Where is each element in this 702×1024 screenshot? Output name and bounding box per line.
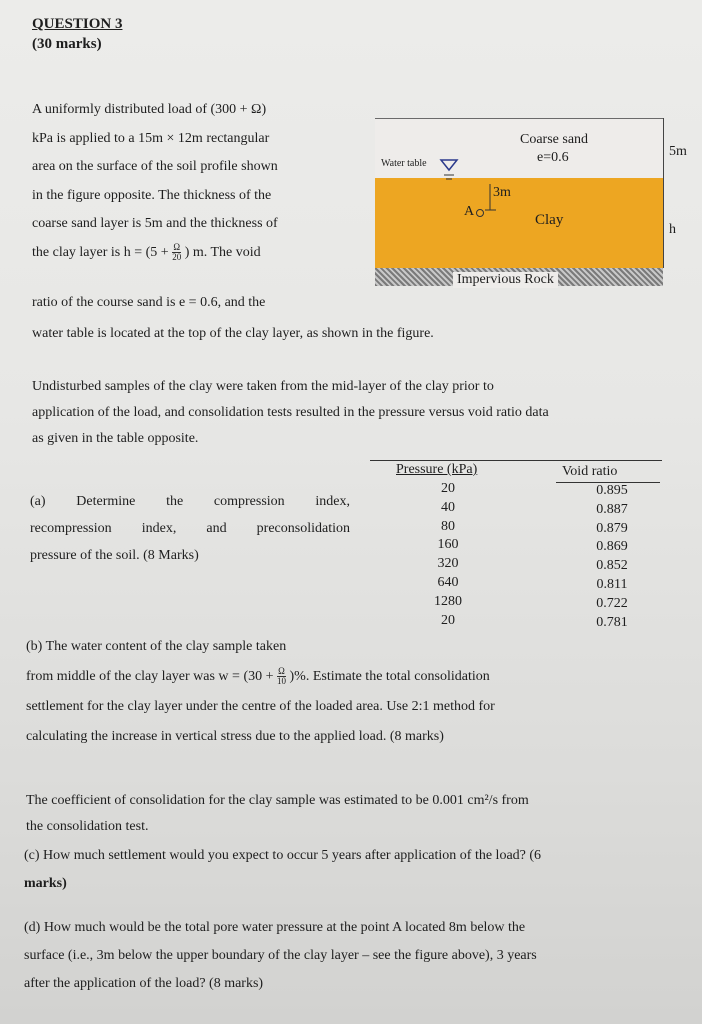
clay-thickness-pre: the clay layer is h = (5 +: [32, 244, 169, 260]
paragraph-line: as given in the table opposite.: [32, 431, 199, 446]
part-a-line: recompression index, and preconsolidation: [30, 521, 350, 536]
point-a-marker: [476, 209, 484, 217]
table-cell-void-ratio: 0.811: [596, 576, 628, 592]
paragraph-line: Undisturbed samples of the clay were taken from the mid-layer of the clay prior to: [32, 379, 494, 394]
point-a-label: A: [464, 204, 475, 219]
pressure-column: [410, 480, 486, 630]
fraction: [172, 243, 181, 262]
depth-3m-label: 3m: [493, 185, 511, 200]
table-cell-pressure: 80: [441, 518, 455, 534]
dimension-line-5m: [663, 118, 664, 178]
clay-thickness-post: ) m. The void: [184, 244, 261, 260]
fraction-denominator: 20: [172, 251, 182, 262]
intro-line: ratio of the course sand is e = 0.6, and the: [32, 295, 266, 310]
part-b: [26, 632, 656, 752]
intro-line: water table is located at the top of the clay layer, as shown in the figure.: [32, 326, 434, 341]
void-ratio-label: e=0.6: [537, 150, 569, 165]
table-cell-void-ratio: 0.869: [596, 539, 628, 555]
dimension-h-label: h: [669, 222, 676, 237]
table-cell-void-ratio: 0.781: [596, 614, 628, 630]
part-c-line: marks): [24, 876, 67, 891]
table-cell-pressure: 160: [437, 537, 459, 553]
consolidation-coefficient-paragraph: [26, 788, 656, 840]
part-a-line: pressure of the soil. (8 Marks): [30, 548, 199, 563]
water-content-pre: from middle of the clay layer was w = (30 +: [26, 669, 274, 684]
dimension-5m-label: 5m: [669, 144, 687, 159]
table-cell-void-ratio: 0.879: [596, 520, 628, 536]
soil-profile-figure: [375, 118, 702, 298]
part-d-line: after the application of the load? (8 marks): [24, 976, 264, 991]
dimension-line-h: [663, 178, 664, 268]
question-title: QUESTION 3: [32, 16, 123, 32]
impervious-rock-label: Impervious Rock: [453, 272, 558, 288]
part-b-line: settlement for the clay layer under the centre of the loaded area. Use 2:1 method for: [26, 699, 495, 714]
intro-line: area on the surface of the soil profile shown: [32, 159, 278, 174]
question-marks: (30 marks): [32, 36, 102, 52]
table-cell-void-ratio: 0.852: [596, 558, 628, 574]
table-header-void-ratio: Void ratio: [562, 464, 618, 479]
intro-paragraph: [32, 96, 372, 267]
intro-line: coarse sand layer is 5m and the thickness of: [32, 216, 278, 231]
table-cell-pressure: 40: [441, 499, 455, 515]
table-cell-pressure: 640: [437, 574, 459, 590]
part-c: [24, 842, 654, 898]
table-cell-void-ratio: 0.887: [596, 501, 628, 517]
water-table-icon: [439, 158, 459, 184]
fraction-numerator: Ω: [173, 241, 181, 252]
intro-line: A uniformly distributed load of (300 + Ω): [32, 102, 267, 117]
void-ratio-column: [574, 482, 650, 632]
part-d-line: (d) How much would be the total pore water pressure at the point A located 8m below the: [24, 920, 526, 935]
part-c-line: (c) How much settlement would you expect to occur 5 years after application of the load? (6: [24, 848, 542, 863]
paragraph-line: the consolidation test.: [26, 819, 149, 834]
water-table-label: Water table: [381, 158, 427, 169]
fraction: [277, 667, 286, 686]
clay-samples-paragraph: [32, 374, 662, 452]
part-b-line: calculating the increase in vertical stress due to the applied load. (8 marks): [26, 729, 444, 744]
intro-line: kPa is applied to a 15m × 12m rectangular: [32, 130, 270, 146]
table-top-rule: [370, 460, 662, 461]
table-header-pressure: Pressure (kPa): [396, 462, 478, 477]
table-cell-pressure: 1280: [434, 593, 462, 609]
table-cell-void-ratio: 0.895: [596, 483, 628, 498]
paragraph-line: The coefficient of consolidation for the clay sample was estimated to be 0.001 cm²/s from: [26, 793, 529, 808]
coarse-sand-label: Coarse sand: [520, 132, 589, 147]
clay-label: Clay: [535, 212, 564, 228]
part-b-line: (b) The water content of the clay sample taken: [26, 639, 287, 654]
coarse-sand-layer: [375, 118, 663, 179]
part-b-line: [26, 662, 656, 692]
fraction-denominator: 10: [277, 676, 286, 687]
part-a: [30, 488, 350, 569]
fraction-numerator: Ω: [278, 666, 285, 677]
water-content-post: )%. Estimate the total consolidation: [289, 669, 490, 684]
paragraph-line: application of the load, and consolidation tests resulted in the pressure versus void ratio data: [32, 405, 549, 420]
table-cell-void-ratio: 0.722: [596, 595, 628, 611]
table-cell-pressure: 320: [437, 556, 459, 572]
part-d-line: surface (i.e., 3m below the upper boundary of the clay layer – see the figure above), 3 years: [24, 948, 537, 963]
part-d: [24, 914, 654, 998]
intro-line: [32, 239, 372, 268]
intro-line: in the figure opposite. The thickness of the: [32, 187, 272, 203]
table-cell-pressure: 20: [441, 612, 455, 628]
part-a-line: (a) Determine the compression index,: [30, 494, 350, 509]
table-cell-pressure: 20: [441, 481, 455, 496]
